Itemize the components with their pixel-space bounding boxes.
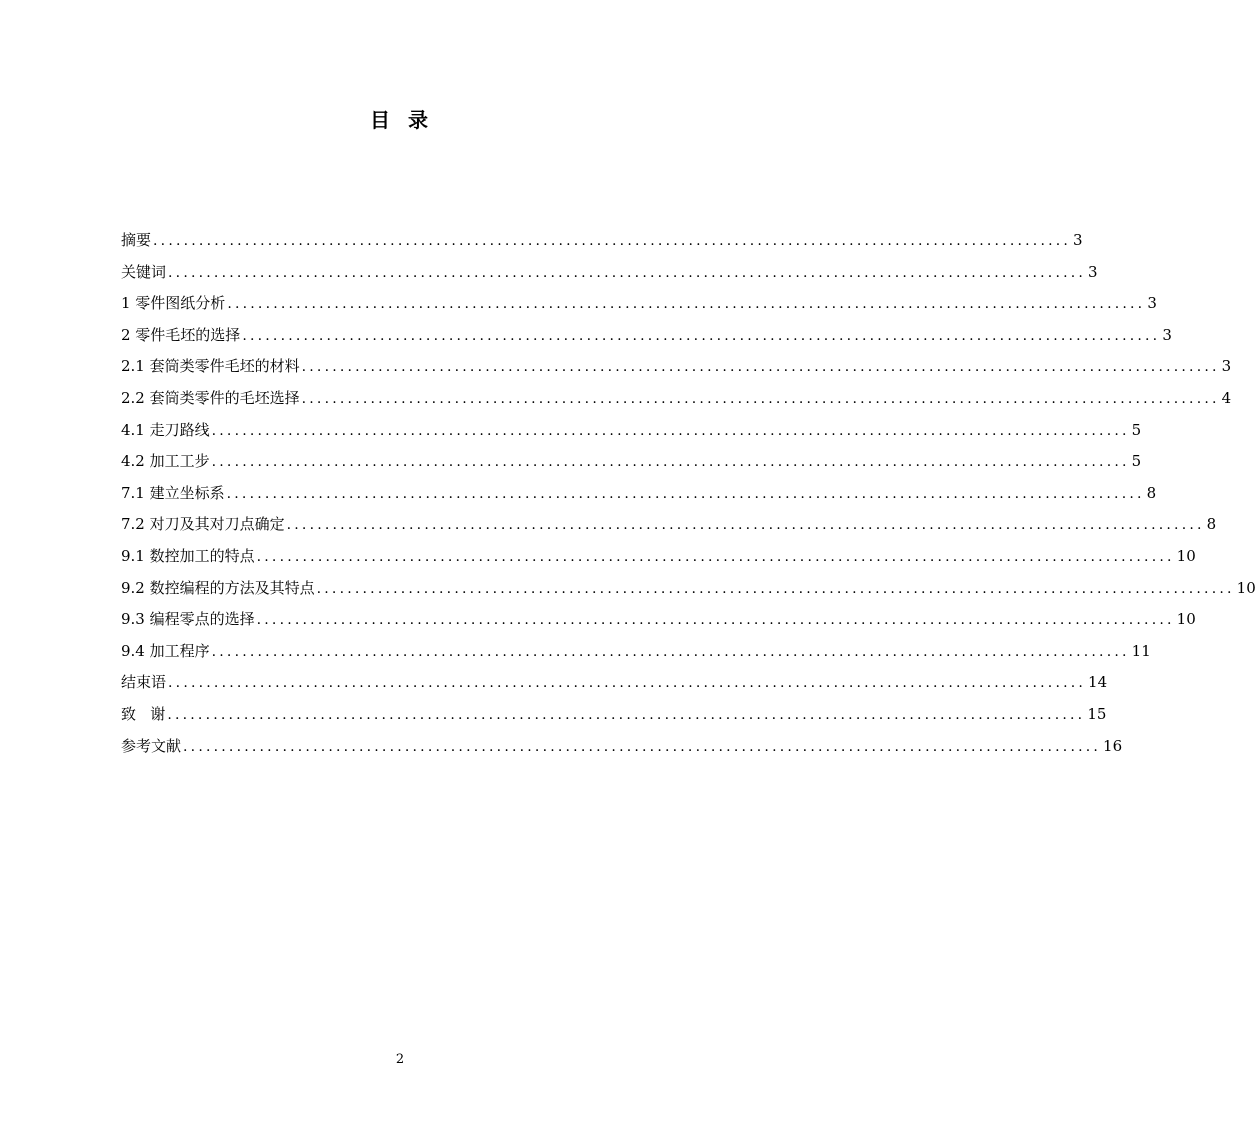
toc-entry[interactable] — [121, 481, 1157, 513]
toc-entry[interactable] — [121, 386, 1232, 418]
toc-leader-dots: ........................................................................................................................ — [211, 422, 1130, 439]
toc-entry-page: 3 — [1221, 357, 1232, 376]
toc-entry[interactable] — [121, 449, 1142, 481]
toc-leader-dots: ........................................................................................................................ — [301, 390, 1220, 407]
toc-leader-dots: ........................................................................................................................ — [211, 454, 1130, 471]
toc-entry[interactable] — [121, 607, 1196, 639]
toc-entry[interactable] — [121, 544, 1196, 576]
toc-entry[interactable] — [121, 291, 1157, 323]
toc-leader-dots: ........................................................................................................................ — [242, 327, 1161, 344]
table-of-contents — [121, 228, 1256, 765]
toc-entry-label: 1 零件图纸分析 — [121, 294, 226, 313]
toc-entry-label: 摘要 — [121, 231, 152, 249]
toc-entry-page: 3 — [1162, 325, 1172, 344]
toc-entry-label: 2.1 套筒类零件毛坯的材料 — [121, 357, 300, 376]
toc-entry-page: 11 — [1131, 641, 1151, 660]
toc-leader-dots: ........................................................................................................................ — [316, 580, 1235, 597]
toc-entry-page: 14 — [1088, 673, 1108, 692]
toc-entry[interactable] — [121, 354, 1232, 386]
toc-entry-page: 3 — [1073, 231, 1083, 249]
toc-entry[interactable] — [121, 323, 1172, 355]
toc-entry-page: 10 — [1176, 546, 1196, 565]
toc-leader-dots: ........................................................................................................................ — [256, 612, 1175, 629]
toc-entry-label: 7.2 对刀及其对刀点确定 — [121, 515, 285, 534]
toc-entry[interactable] — [121, 670, 1108, 702]
toc-entry-label: 参考文献 — [121, 736, 182, 755]
toc-entry-page: 8 — [1146, 483, 1157, 502]
toc-entry-label: 7.1 建立坐标系 — [121, 483, 225, 502]
toc-leader-dots: ........................................................................................................................ — [153, 233, 1072, 249]
toc-entry-page: 15 — [1087, 704, 1107, 723]
toc-entry-label: 结束语 — [121, 673, 167, 692]
toc-entry-label: 9.2 数控编程的方法及其特点 — [121, 578, 315, 597]
toc-leader-dots: ........................................................................................................................ — [168, 264, 1087, 281]
toc-entry-page: 10 — [1236, 578, 1256, 597]
toc-entry-page: 8 — [1206, 515, 1217, 534]
toc-entry-label: 关键词 — [121, 262, 167, 281]
toc-entry-label: 致 谢 — [121, 704, 166, 723]
title-char-1: 目 — [370, 108, 392, 132]
toc-entry[interactable] — [121, 512, 1217, 544]
toc-entry-label: 4.1 走刀路线 — [121, 420, 210, 439]
toc-entry-label: 9.4 加工程序 — [121, 641, 210, 660]
toc-entry-page: 10 — [1176, 610, 1196, 629]
toc-leader-dots: ........................................................................................................................ — [168, 675, 1087, 692]
toc-leader-dots: ........................................................................................................................ — [183, 738, 1102, 755]
toc-entry[interactable] — [121, 228, 1083, 260]
toc-leader-dots: ........................................................................................................................ — [167, 706, 1086, 723]
toc-entry-page: 3 — [1088, 262, 1098, 281]
toc-leader-dots: ........................................................................................................................ — [211, 643, 1130, 660]
toc-entry[interactable] — [121, 576, 1256, 608]
toc-entry[interactable] — [121, 702, 1107, 734]
toc-entry-label: 4.2 加工工步 — [121, 452, 210, 471]
page-title — [0, 104, 800, 133]
toc-entry-label: 2 零件毛坯的选择 — [121, 325, 241, 344]
toc-leader-dots: ........................................................................................................................ — [286, 517, 1205, 534]
toc-entry-label: 9.3 编程零点的选择 — [121, 610, 255, 629]
toc-entry[interactable] — [121, 734, 1123, 766]
toc-entry-page: 5 — [1131, 452, 1142, 471]
toc-entry-page: 4 — [1221, 388, 1232, 407]
title-char-2: 录 — [408, 108, 430, 132]
toc-entry-label: 9.1 数控加工的特点 — [121, 546, 255, 565]
toc-leader-dots: ........................................................................................................................ — [301, 359, 1220, 376]
page-number: 2 — [395, 1052, 405, 1067]
toc-entry[interactable] — [121, 260, 1098, 292]
toc-leader-dots: ........................................................................................................................ — [226, 485, 1145, 502]
toc-entry-page: 16 — [1103, 736, 1123, 755]
toc-leader-dots: ........................................................................................................................ — [227, 296, 1146, 313]
toc-entry-page: 3 — [1147, 294, 1157, 313]
toc-entry[interactable] — [121, 418, 1142, 450]
toc-entry[interactable] — [121, 639, 1151, 671]
toc-leader-dots: ........................................................................................................................ — [256, 548, 1175, 565]
toc-entry-label: 2.2 套筒类零件的毛坯选择 — [121, 388, 300, 407]
toc-entry-page: 5 — [1131, 420, 1142, 439]
